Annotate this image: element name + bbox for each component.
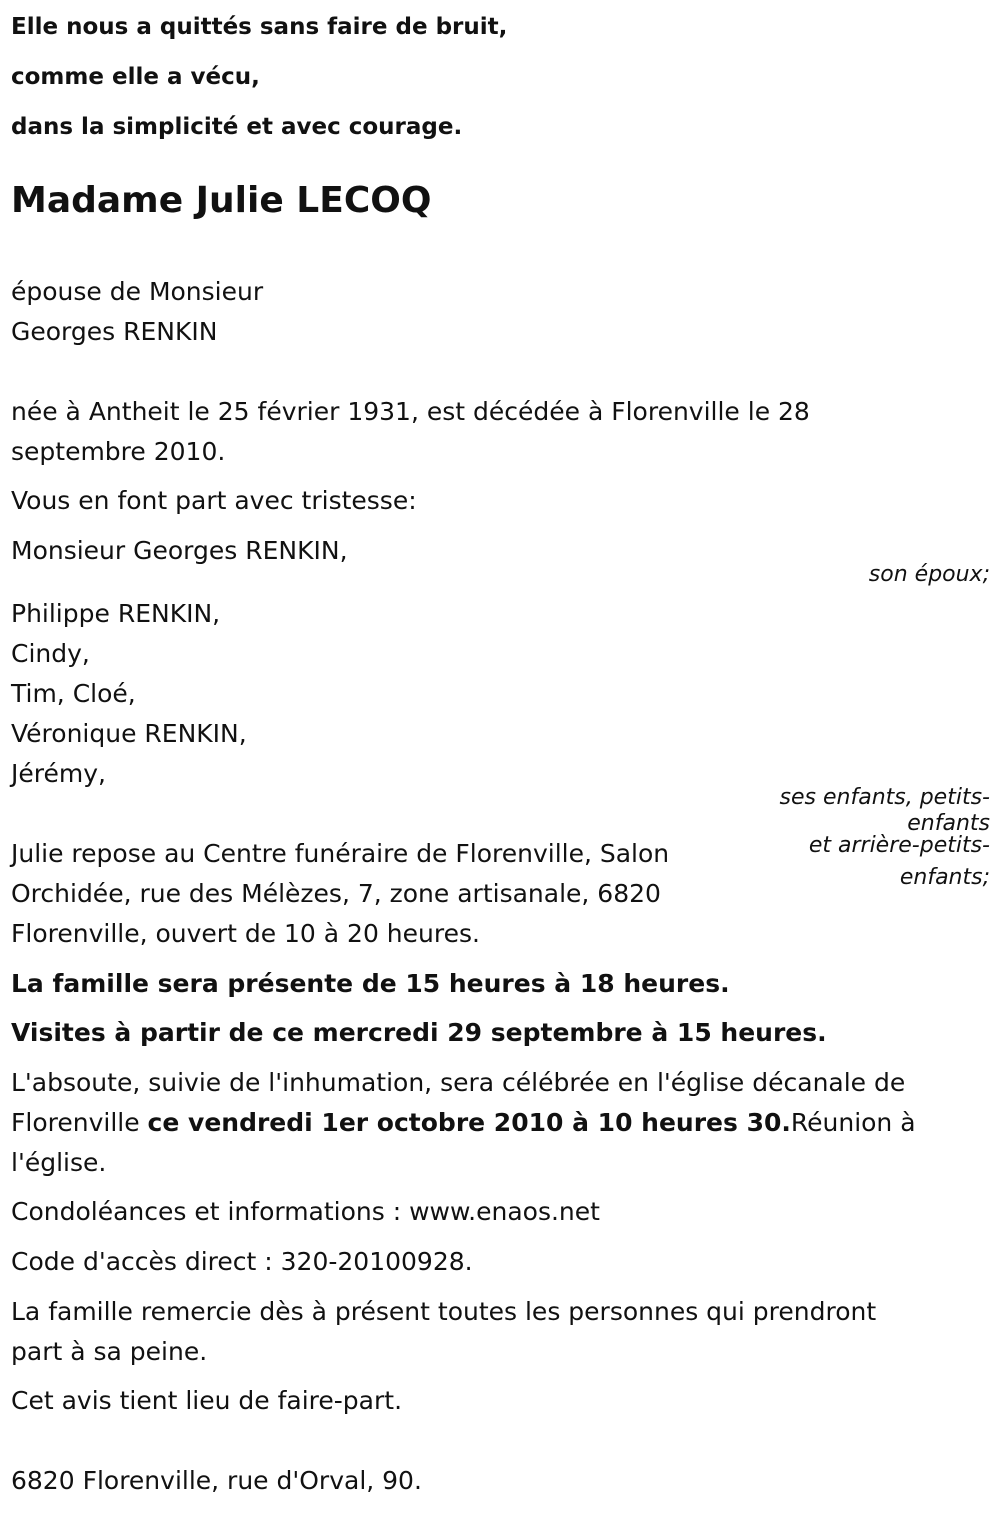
spouse-line: Georges RENKIN: [11, 317, 218, 346]
family-member: Cindy,: [11, 639, 90, 668]
birth-death-line: septembre 2010.: [11, 437, 226, 466]
address-text: 6820 Florenville, rue d'Orval, 90.: [11, 1466, 422, 1495]
family-member: Véronique RENKIN,: [11, 719, 247, 748]
family-member: Jérémy,: [11, 759, 106, 788]
family-relation-line: enfants: [907, 811, 990, 836]
family-member: Philippe RENKIN,: [11, 599, 221, 628]
birth-death-line: née à Antheit le 25 février 1931, est décédée à Florenville le 28: [11, 397, 810, 426]
announcement-text: Vous en font part avec tristesse:: [11, 486, 417, 515]
intro-quote: [11, 2, 507, 152]
absoute-line: [11, 1103, 916, 1143]
repose-line: Florenville, ouvert de 10 à 20 heures.: [11, 919, 480, 948]
notice-text: Cet avis tient lieu de faire-part.: [11, 1386, 403, 1415]
family-relation-line: ses enfants, petits-: [779, 785, 990, 810]
family-members-list: [11, 594, 247, 794]
thanks-line: La famille remercie dès à présent toutes les personnes qui prendront: [11, 1297, 877, 1326]
repose-block: [11, 834, 669, 954]
birth-death-block: [11, 392, 810, 472]
family-relation-line: enfants;: [899, 865, 990, 890]
family-presence-text: La famille sera présente de 15 heures à 18 heures.: [11, 969, 730, 998]
condolences-text: Condoléances et informations : www.enaos.net: [11, 1197, 600, 1226]
deceased-name-title: Madame Julie LECOQ: [11, 180, 432, 221]
intro-line: Elle nous a quittés sans faire de bruit,: [11, 14, 508, 40]
visits-text: Visites à partir de ce mercredi 29 septembre à 15 heures.: [11, 1018, 827, 1047]
absoute-meeting: Réunion à: [790, 1108, 916, 1137]
absoute-block: [11, 1063, 916, 1183]
husband-relation: son époux;: [868, 562, 990, 587]
thanks-block: [11, 1292, 876, 1372]
family-member: Tim, Cloé,: [11, 679, 136, 708]
repose-line: Julie repose au Centre funéraire de Florenville, Salon: [11, 839, 670, 868]
ceremony-datetime: ce vendredi 1er octobre 2010 à 10 heures 30.: [147, 1108, 791, 1137]
family-relation: [780, 782, 990, 894]
family-relation-line: et arrière-petits-: [808, 833, 990, 858]
spouse-block: [11, 272, 263, 352]
intro-line: comme elle a vécu,: [11, 64, 260, 90]
spouse-line: épouse de Monsieur: [11, 277, 264, 306]
absoute-line: l'église.: [11, 1148, 107, 1177]
husband-name: Monsieur Georges RENKIN,: [11, 536, 348, 565]
intro-line: dans la simplicité et avec courage.: [11, 114, 463, 140]
repose-line: Orchidée, rue des Mélèzes, 7, zone artisanale, 6820: [11, 879, 661, 908]
thanks-line: part à sa peine.: [11, 1337, 208, 1366]
absoute-place: Florenville: [11, 1108, 148, 1137]
absoute-line: L'absoute, suivie de l'inhumation, sera célébrée en l'église décanale de: [11, 1068, 906, 1097]
access-code-text: Code d'accès direct : 320-20100928.: [11, 1247, 473, 1276]
